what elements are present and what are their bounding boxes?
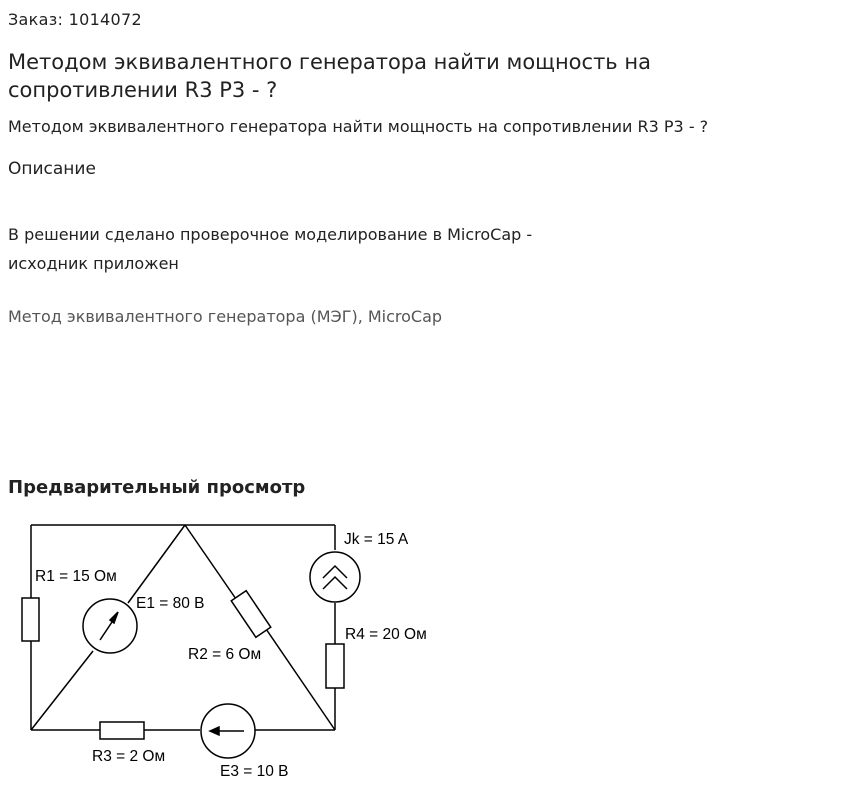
wire-diagonal-right-lower: [264, 626, 335, 730]
label-r2: R2 = 6 Ом: [188, 646, 262, 663]
task-summary: Методом эквивалентного генератора найти мощность на сопротивлении R3 P3 - ?: [8, 117, 709, 136]
description-text: В решении сделано проверочное моделирование в MicroCap - исходник приложен: [8, 225, 533, 273]
label-e1: E1 = 80 В: [136, 595, 205, 612]
label-jk: Jk = 15 A: [344, 531, 409, 548]
circuit-diagram: [0, 515, 450, 791]
tags-line: Метод эквивалентного генератора (МЭГ), MicroCap: [8, 307, 443, 326]
resistor-r2: [231, 591, 271, 638]
label-r1: R1 = 15 Ом: [35, 568, 117, 585]
page-title: Методом эквивалентного генератора найти мощность на сопротивлении R3 P3 - ?: [8, 50, 651, 102]
label-r4: R4 = 20 Ом: [345, 626, 427, 643]
description-heading: Описание: [8, 159, 96, 179]
wire-diagonal-left-upper: [128, 525, 185, 603]
preview-heading: Предварительный просмотр: [8, 477, 306, 498]
resistor-r4: [326, 644, 344, 688]
wire-diagonal-right-upper: [185, 525, 236, 599]
resistor-r3: [100, 722, 144, 739]
wire-diagonal-left-lower: [31, 651, 93, 730]
label-r3: R3 = 2 Ом: [92, 748, 166, 765]
label-e3: E3 = 10 В: [220, 763, 289, 780]
resistor-r1: [22, 598, 39, 641]
order-number: Заказ: 1014072: [8, 10, 142, 29]
